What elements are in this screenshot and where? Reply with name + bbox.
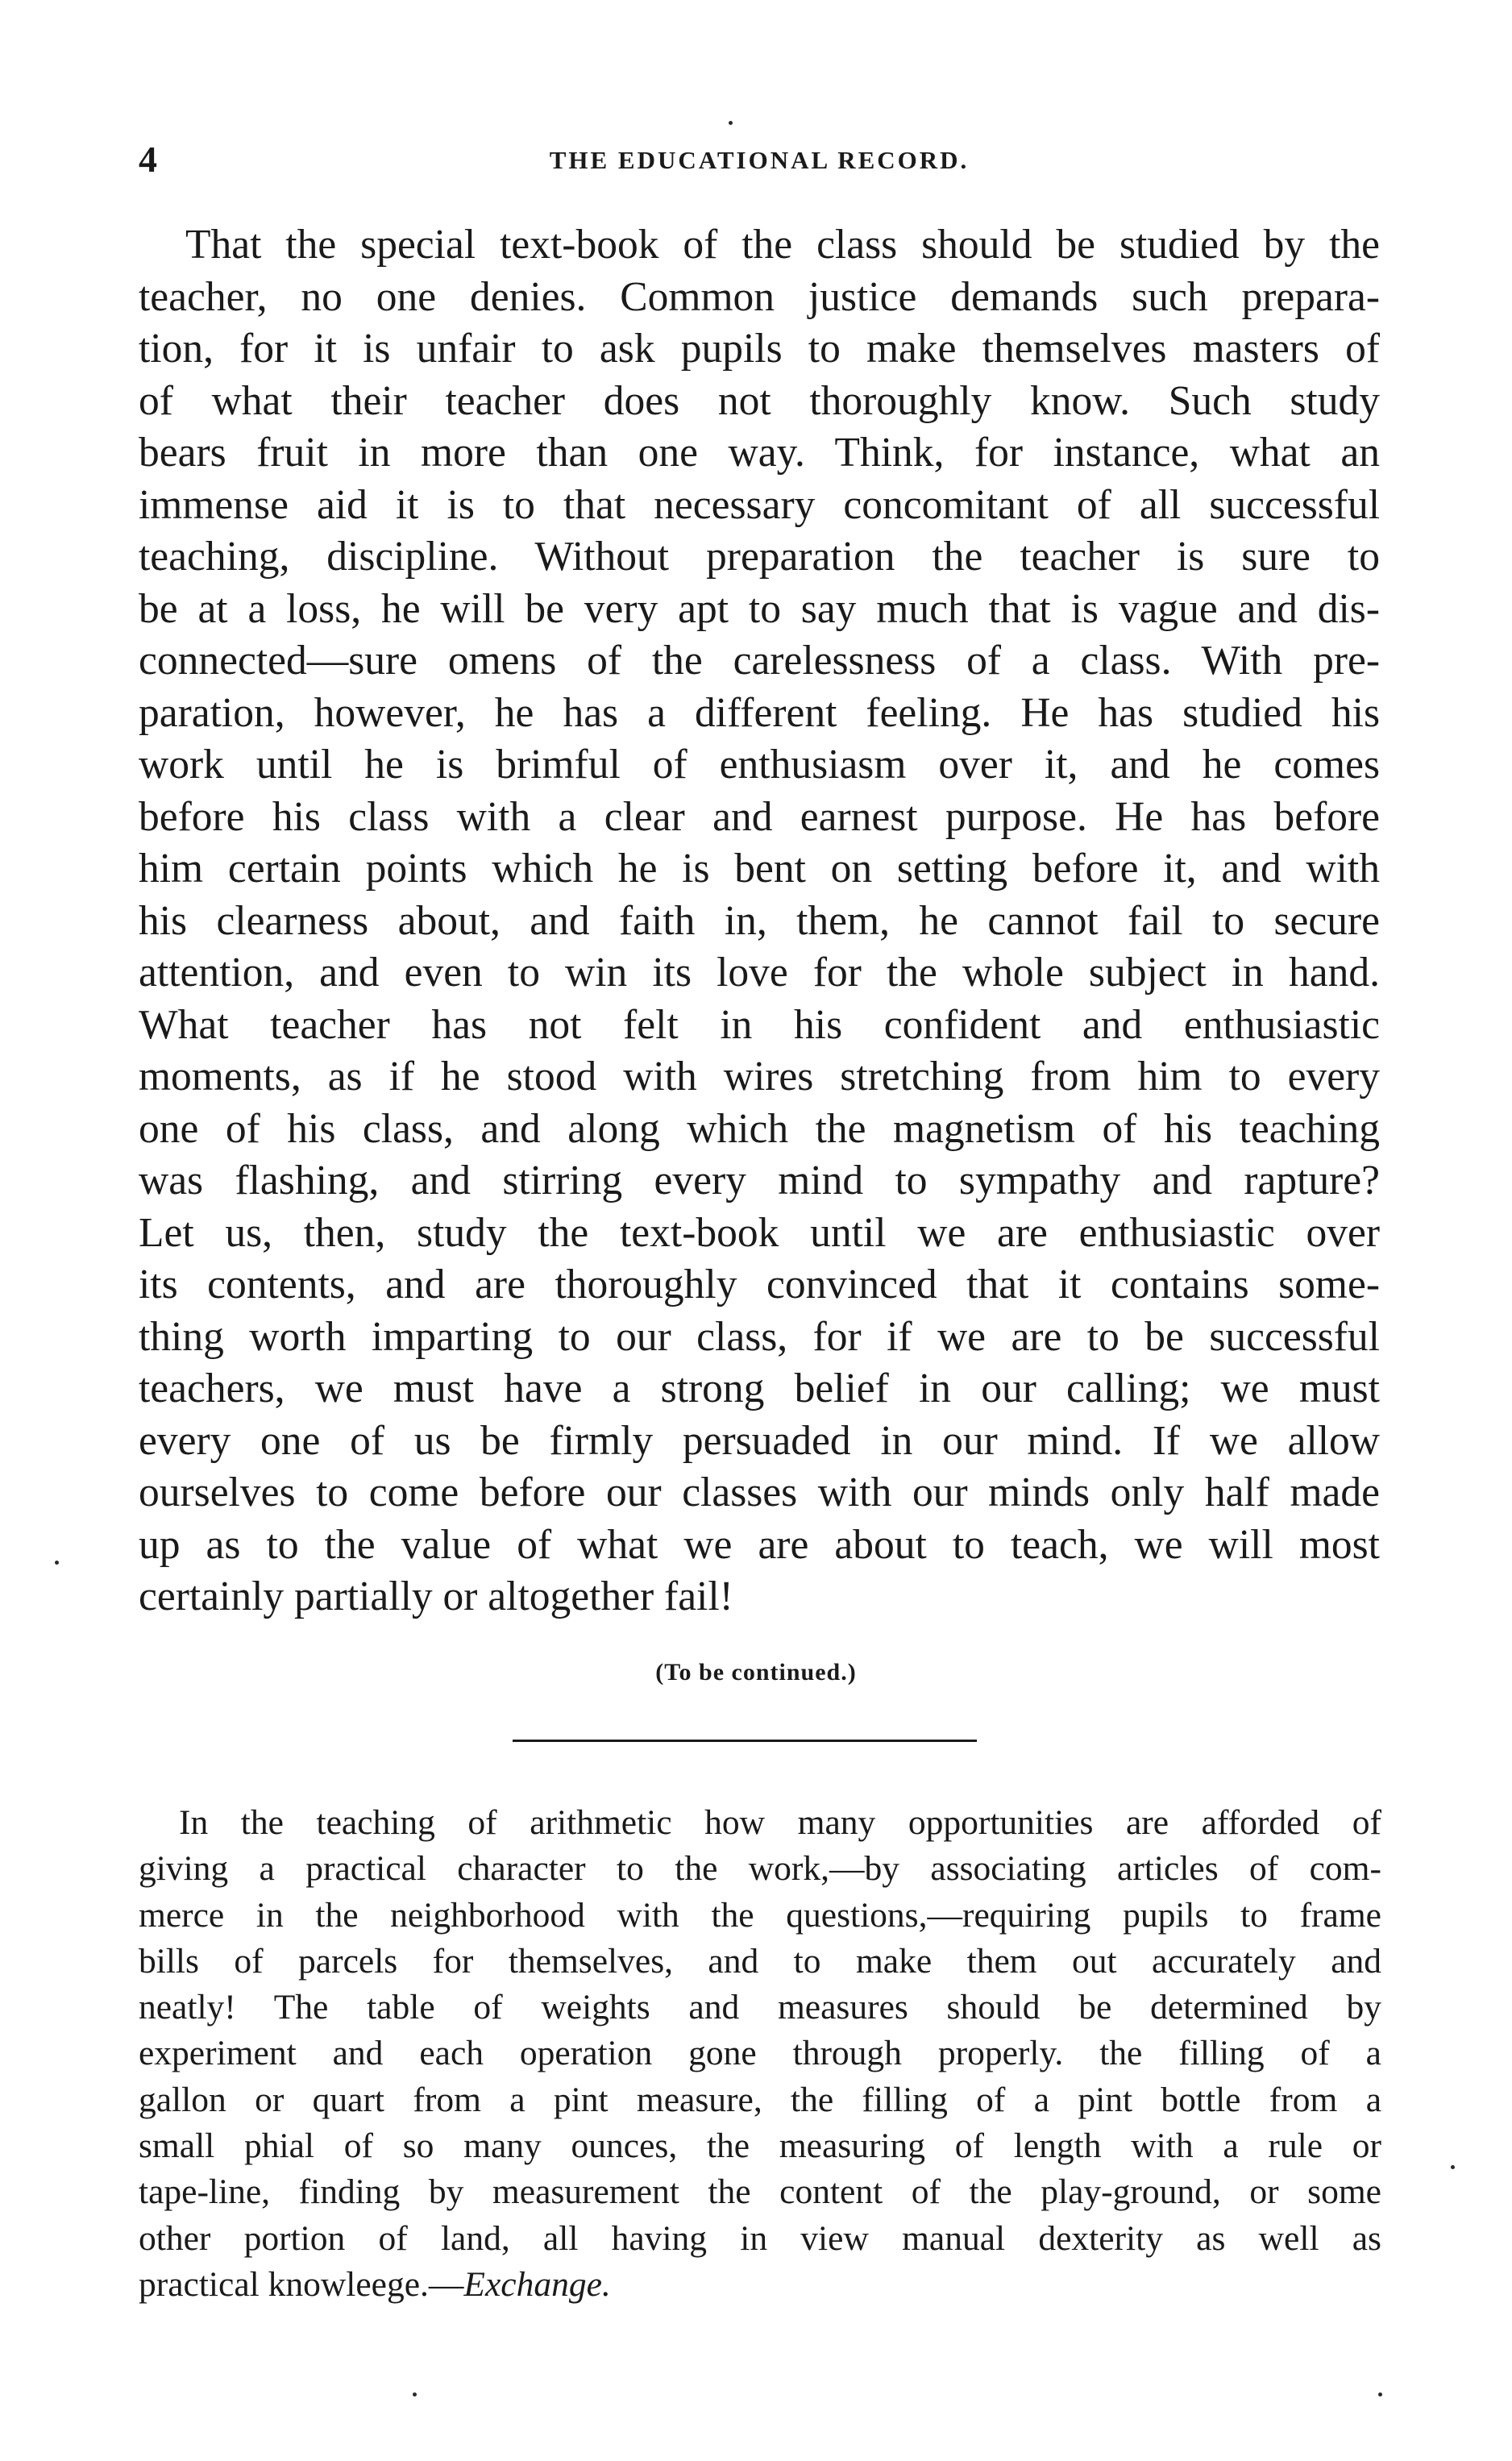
article-line: up as to the value of what we are about to teach, we will most	[139, 1521, 1380, 1568]
article-line: its contents, and are thoroughly convinced that it contains some-	[139, 1262, 1380, 1307]
article-line: thing worth imparting to our class, for if we are to be successful	[139, 1313, 1380, 1360]
extract-line: neatly! The table of weights and measures should be determined by	[139, 1988, 1381, 2027]
article-line: immense aid it is to that necessary concomitant of all successful	[139, 481, 1380, 528]
article-line: paration, however, he has a different feeling. He has studied his	[139, 689, 1380, 736]
section-divider	[513, 1740, 977, 1742]
article-body	[139, 219, 1380, 1623]
print-speck	[413, 2392, 417, 2397]
article-line: What teacher has not felt in his confident and enthusiastic	[139, 1001, 1380, 1048]
article-line: That the special text-book of the class should be studied by the	[185, 222, 1380, 268]
extract-line-last	[139, 2262, 1381, 2308]
continued-note: (To be continued.)	[655, 1659, 857, 1686]
print-speck	[729, 121, 733, 125]
article-line: bears fruit in more than one way. Think, for instance, what an	[139, 430, 1380, 476]
article-line: his clearness about, and faith in, them, he cannot fail to secure	[139, 897, 1380, 944]
article-line: teachers, we must have a strong belief in our calling; we must	[139, 1366, 1380, 1411]
page-number: 4	[139, 139, 157, 180]
extract-line: merce in the neighborhood with the questions,—requiring pupils to frame	[139, 1895, 1381, 1935]
article-line: ourselves to come before our classes with our minds only half made	[139, 1470, 1380, 1515]
article-line: teaching, discipline. Without preparation the teacher is sure to	[139, 534, 1380, 580]
extract-line: In the teaching of arithmetic how many opportunities are afforded of	[179, 1803, 1381, 1842]
article-line: every one of us be firmly persuaded in our mind. If we allow	[139, 1417, 1380, 1464]
print-speck	[1451, 2165, 1455, 2169]
extract-line: small phial of so many ounces, the measuring of length with a rule or	[139, 2126, 1381, 2166]
extract-line: gallon or quart from a pint measure, the filling of a pint bottle from a	[139, 2080, 1381, 2119]
print-speck	[1378, 2392, 1382, 2397]
running-title: THE EDUCATIONAL RECORD.	[549, 146, 970, 174]
print-speck	[55, 1561, 59, 1565]
arithmetic-extract	[139, 1800, 1381, 2308]
article-line: attention, and even to win its love for the whole subject in hand.	[139, 950, 1380, 996]
article-line: one of his class, and along which the magnetism of his teaching	[139, 1105, 1380, 1152]
article-line: before his class with a clear and earnest purpose. He has before	[139, 793, 1380, 840]
extract-line: giving a practical character to the work,—by associating articles of com-	[139, 1849, 1381, 1889]
extract-final-text: practical knowleege.—	[139, 2264, 464, 2304]
extract-line: other portion of land, all having in view manual dexterity as well as	[139, 2218, 1381, 2258]
extract-line: tape-line, finding by measurement the content of the play-ground, or some	[139, 2172, 1381, 2212]
article-line: connected—sure omens of the carelessness of a class. With pre-	[139, 638, 1380, 684]
extract-line: bills of parcels for themselves, and to make them out accurately and	[139, 1941, 1381, 1981]
article-line: him certain points which he is bent on setting before it, and with	[139, 846, 1380, 892]
article-line: Let us, then, study the text-book until we are enthusiastic over	[139, 1209, 1380, 1256]
article-line: of what their teacher does not thoroughly know. Such study	[139, 377, 1380, 424]
page-header	[139, 135, 1380, 184]
article-line: work until he is brimful of enthusiasm over it, and he comes	[139, 742, 1380, 788]
extract-line: experiment and each operation gone through properly. the filling of a	[139, 2034, 1381, 2073]
article-line: tion, for it is unfair to ask pupils to make themselves masters of	[139, 326, 1380, 372]
article-line: moments, as if he stood with wires stretching from him to every	[139, 1054, 1380, 1100]
article-line: was flashing, and stirring every mind to sympathy and rapture?	[139, 1158, 1380, 1203]
article-line-last: certainly partially or altogether fail!	[139, 1573, 733, 1619]
article-line: teacher, no one denies. Common justice demands such prepara-	[139, 273, 1380, 320]
extract-source: Exchange.	[463, 2264, 611, 2304]
article-line: be at a loss, he will be very apt to say much that is vague and dis-	[139, 585, 1380, 632]
